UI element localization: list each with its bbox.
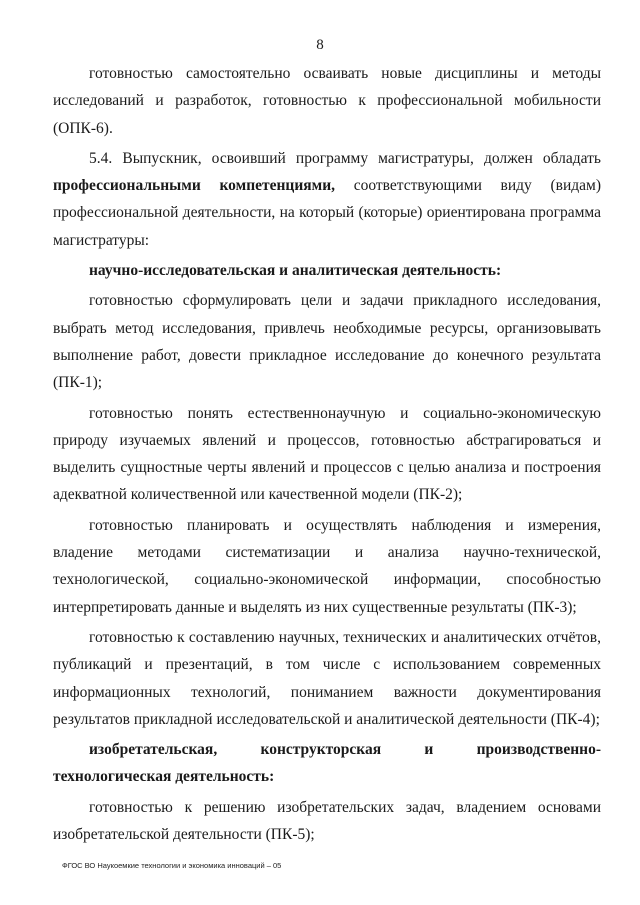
competency-pk2: готовностью понять естественнонаучную и социально-экономическую природу изучаемых явлений и процессов, готовностью абстрагироваться и выделить сущностные черты явлений и процессов с целью анализа и построения адекватной количественной или качественной модели (ПК-2); — [53, 404, 601, 504]
paragraph-graduate-competencies — [53, 145, 601, 254]
competency-pk1: готовностью сформулировать цели и задачи прикладного исследования, выбрать метод исследования, привлечь необходимые ресурсы, организовывать выполнение работ, довести прикладное исследование до конечного результата (ПК-1); — [53, 292, 601, 392]
competency-pk4: готовностью к составлению научных, технических и аналитических отчётов, публикаций и презентаций, в том числе с использованием современных информационных технологий, пониманием важности документирования результатов прикладной исследовательской и аналитической деятельности (ПК-4); — [53, 628, 601, 728]
paragraph-text-end: соответствующими виду (видам) профессиональной деятельности, на который (которые) ориентирована программа магистратуры: — [53, 177, 601, 249]
document-body — [53, 60, 601, 848]
paragraph-text-start: 5.4. Выпускник, освоивший программу магистратуры, должен обладать — [89, 149, 601, 167]
competency-pk3: готовностью планировать и осуществлять наблюдения и измерения, владение методами систематизации и анализа научно-технической, технологической, социально-экономической информации, способностью интерпретировать данные и выделять из них существенные результаты (ПК-3); — [53, 516, 601, 616]
section-heading-inventive: изобретательская, конструкторская и производственно-технологическая деятельность: — [53, 741, 601, 786]
page-number: 8 — [316, 37, 324, 53]
section-heading-research: научно-исследовательская и аналитическая деятельность: — [89, 262, 502, 280]
document-footer: ФГОС ВО Наукоемкие технологии и экономика инноваций – 05 — [62, 861, 282, 870]
paragraph-opk6: готовностью самостоятельно осваивать новые дисциплины и методы исследований и разработок, готовностью к профессиональной мобильности (ОПК-6). — [53, 65, 601, 137]
competency-pk5: готовностью к решению изобретательских задач, владением основами изобретательской деятельности (ПК-5); — [53, 798, 601, 844]
professional-competencies-bold: профессиональными компетенциями, — [53, 177, 336, 195]
